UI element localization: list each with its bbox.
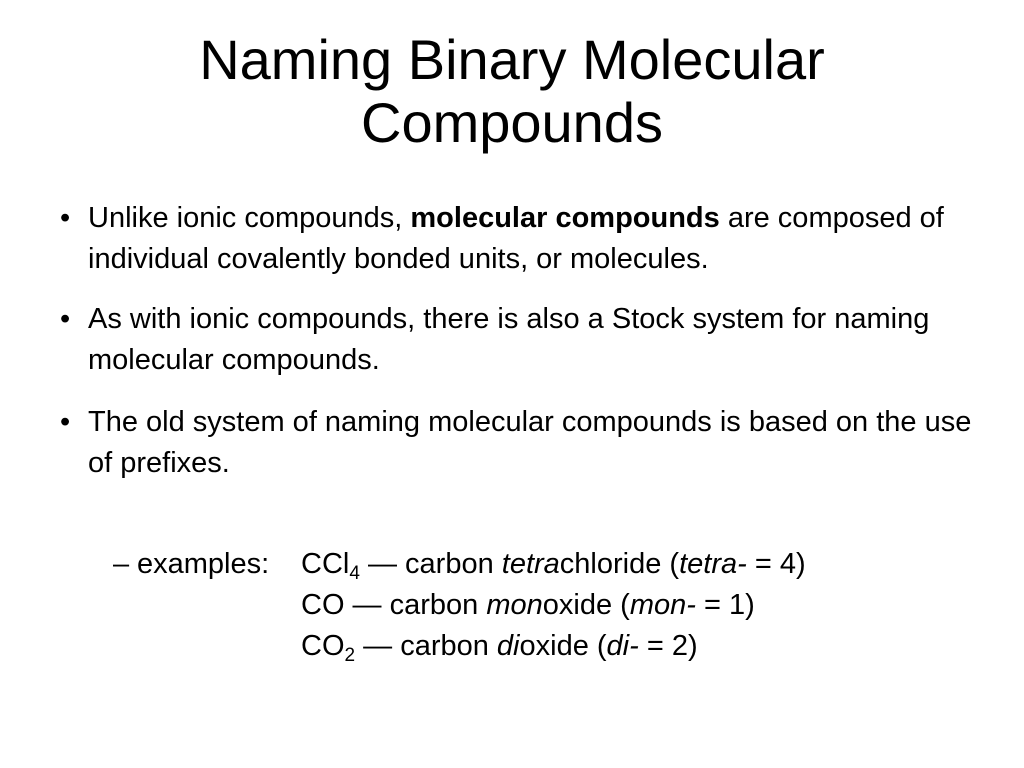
prefix-label: mon-	[629, 589, 696, 621]
example-row	[113, 544, 806, 585]
prefix: mon	[486, 589, 543, 621]
bullet-item	[60, 299, 980, 381]
prefix: di	[496, 630, 520, 662]
examples-label: examples:	[137, 548, 270, 580]
example-rest: oxide (	[519, 630, 607, 662]
example-rest: chloride (	[559, 548, 680, 580]
slide-title	[0, 28, 1024, 154]
title-line-1: Naming Binary Molecular	[199, 28, 825, 91]
title-line-2: Compounds	[361, 91, 663, 154]
bullet-text: As with ionic compounds, there is also a Stock system for naming molecular compounds.	[88, 303, 930, 376]
formula: CO	[301, 630, 345, 662]
dash-icon: –	[113, 548, 130, 580]
formula: CCl	[301, 548, 350, 580]
prefix-label: tetra-	[679, 548, 747, 580]
prefix-value: = 2)	[638, 630, 698, 662]
prefix-value: = 4)	[746, 548, 806, 580]
example-row	[113, 585, 806, 626]
bullet-list	[60, 198, 980, 484]
examples-block	[113, 544, 806, 667]
example-row	[113, 626, 806, 667]
example-mid: — carbon	[355, 630, 497, 662]
prefix: tetra	[501, 548, 560, 580]
bullet-text-bold: molecular compounds	[410, 202, 720, 234]
bullet-item	[60, 402, 980, 484]
bullet-dot-icon: •	[60, 202, 71, 234]
bullet-text-post: are composed of individual covalently bonded units, or molecules.	[88, 202, 944, 275]
formula-subscript: 4	[349, 563, 360, 584]
prefix-label: di-	[606, 630, 639, 662]
formula: CO	[301, 589, 345, 621]
example-rest: oxide (	[542, 589, 630, 621]
bullet-item	[60, 198, 980, 280]
formula-subscript: 2	[344, 645, 356, 666]
example-mid: — carbon	[344, 589, 487, 621]
bullet-dot-icon: •	[60, 406, 71, 438]
example-mid: — carbon	[359, 548, 502, 580]
bullet-dot-icon: •	[60, 303, 71, 335]
prefix-value: = 1)	[695, 589, 755, 621]
bullet-text-pre: Unlike ionic compounds,	[88, 202, 411, 234]
bullet-text: The old system of naming molecular compounds is based on the use of prefixes.	[88, 406, 972, 479]
